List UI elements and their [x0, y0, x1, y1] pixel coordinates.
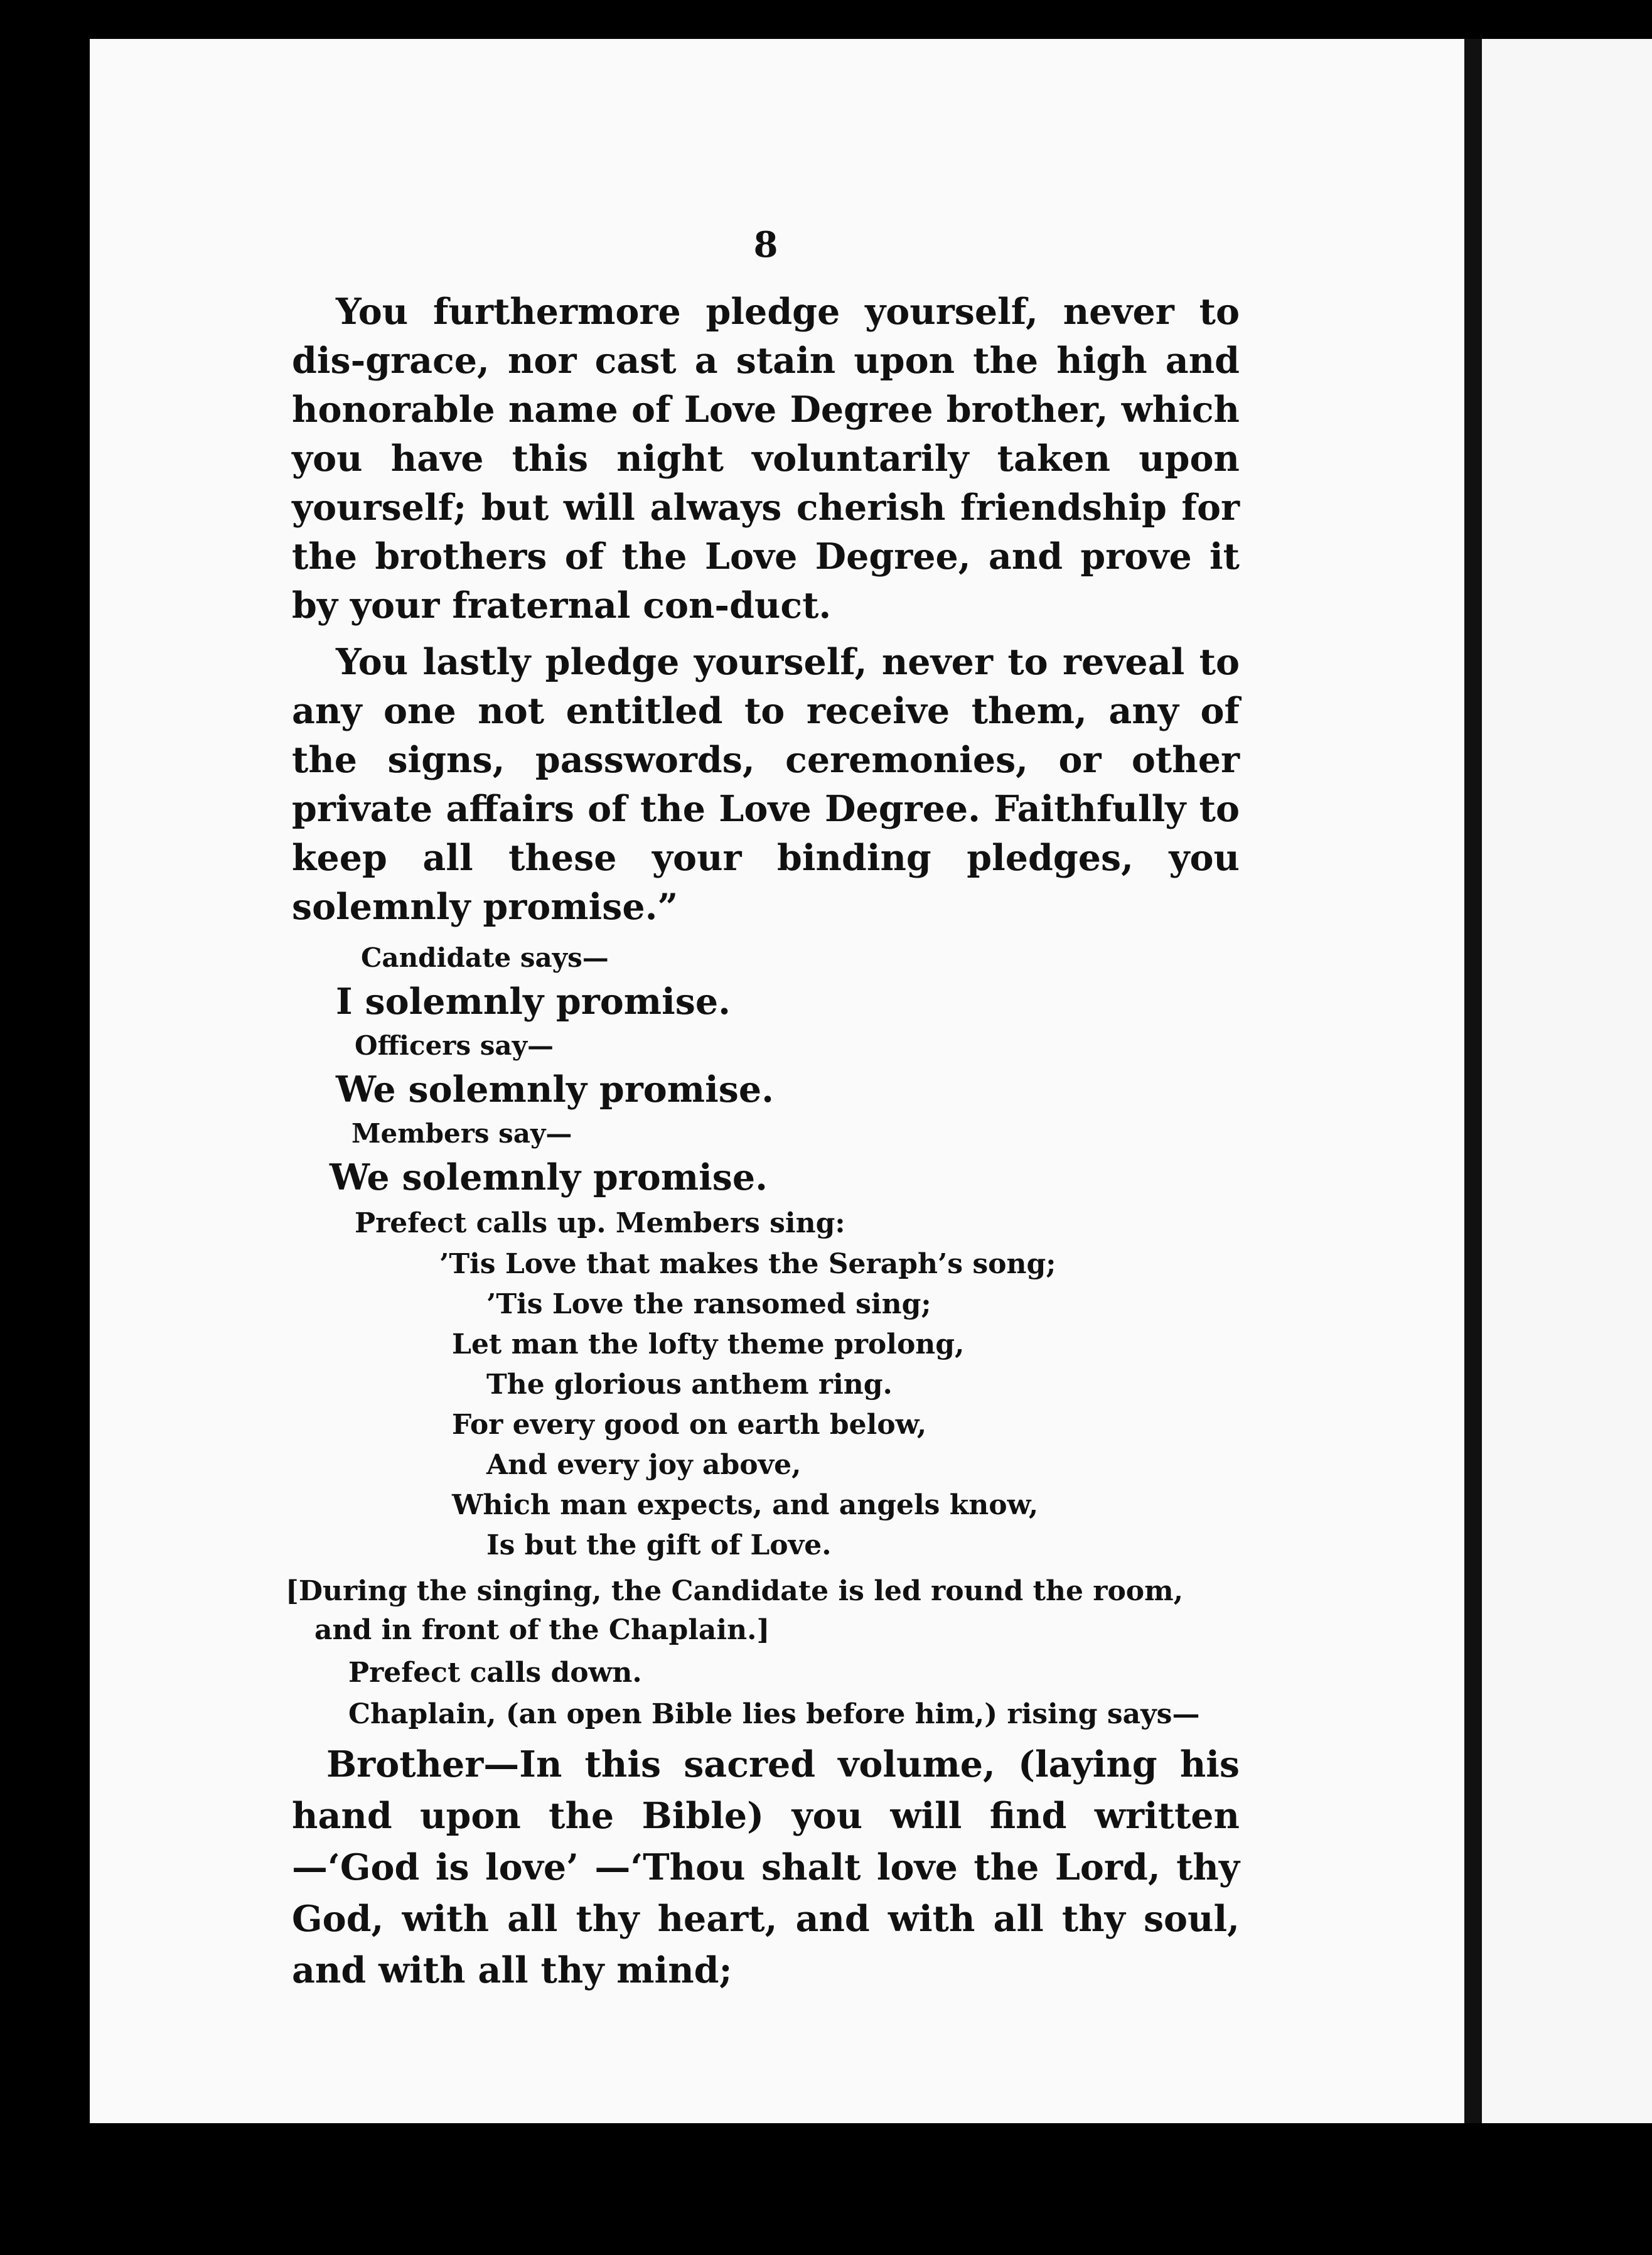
paragraph-pledge: You furthermore pledge yourself, never to dis-grace, nor cast a stain upon the high and honorable name of Love Degree brother, which you have this night voluntarily taken upon yourself; but will always cherish friendship for the brothers of the Love Degree, and prove it by your fraternal con-duct.: [292, 291, 1240, 627]
speaker-candidate: Candidate says—: [361, 942, 609, 973]
book-gutter: [1464, 39, 1482, 2123]
song-intro: Prefect calls up. Members sing:: [355, 1207, 845, 1239]
song-verse: [292, 1244, 1240, 1566]
paragraph-last-pledge: You lastly pledge yourself, never to reveal to any one not entitled to receive them, any of the signs, passwords, ceremonies, or other private affairs of the Love Degree. Faithfully to keep all these your binding pledges, you solemnly promise.”: [292, 641, 1240, 928]
song-line: The glorious anthem ring.: [486, 1369, 893, 1401]
song-line: Which man expects, and angels know,: [452, 1489, 1039, 1521]
song-line: Let man the lofty theme prolong,: [452, 1328, 965, 1360]
song-line: For every good on earth below,: [452, 1409, 927, 1441]
stage-direction: [During the singing, the Candidate is led round the room, and in front of the Chaplain.]: [286, 1575, 1184, 1646]
response-officers: We solemnly promise.: [336, 1068, 774, 1111]
direction-prefect: Prefect calls down.: [348, 1657, 642, 1689]
song-line: ’Tis Love that makes the Seraph’s song;: [439, 1248, 1056, 1280]
page-number: 8: [753, 224, 778, 266]
direction-chaplain: Chaplain, (an open Bible lies before him,) rising says—: [348, 1698, 1200, 1730]
facing-page-edge: [1482, 39, 1652, 2123]
paragraph-chaplain-address: Brother—In this sacred volume, (laying his hand upon the Bible) you will find written—‘God is love’ —‘Thou shalt love the Lord, thy God, with all thy heart, and with all thy soul, and with all thy mind;: [292, 1743, 1240, 1991]
song-line: And every joy above,: [486, 1449, 802, 1481]
song-line: Is but the gift of Love.: [486, 1529, 832, 1561]
page-text: [286, 224, 1240, 1996]
speaker-members: Members say—: [351, 1118, 572, 1149]
song-line: ’Tis Love the ransomed sing;: [486, 1288, 931, 1320]
speaker-officers: Officers say—: [355, 1030, 554, 1061]
response-members: We solemnly promise.: [330, 1156, 768, 1198]
response-candidate: I solemnly promise.: [336, 981, 731, 1023]
